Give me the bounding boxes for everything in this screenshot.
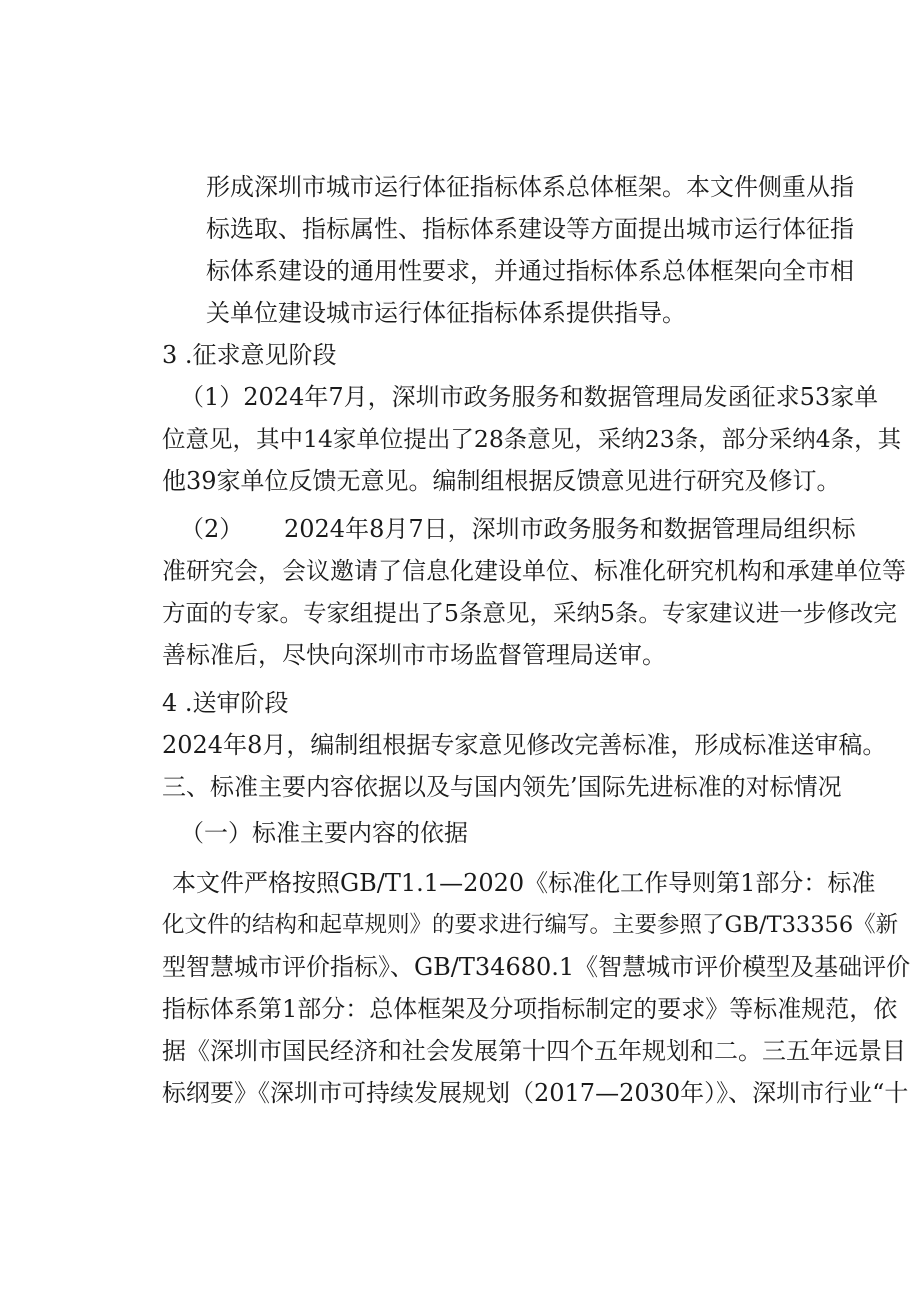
paragraph-line: 他39家单位反馈无意见。编制组根据反馈意见进行研究及修订。 [162, 467, 841, 495]
paragraph-line: （1）2024年7月，深圳市政务服务和数据管理局发函征求53家单 [180, 383, 879, 411]
paragraph-line: 2024年8月7日，深圳市政务服务和数据管理局组织标 [284, 515, 856, 543]
paragraph-line: 标体系建设的通用性要求，并通过指标体系总体框架向全市相 [206, 257, 854, 285]
paragraph-line: 标纲要》《深圳市可持续发展规划（2017—2030年）》、深圳市行业“十 [162, 1079, 909, 1107]
section-heading: 4 .送审阶段 [162, 689, 289, 717]
paragraph-line: 善标准后，尽快向深圳市市场监督管理局送审。 [162, 641, 666, 669]
section-heading: 3 .征求意见阶段 [162, 341, 337, 369]
paragraph-line: 据《深圳市国民经济和社会发展第十四个五年规划和二。三五年远景目 [162, 1037, 906, 1065]
paragraph-line: 2024年8月，编制组根据专家意见修改完善标准，形成标准送审稿。 [162, 731, 887, 759]
paragraph-line: 关单位建设城市运行体征指标体系提供指导。 [206, 299, 686, 327]
paragraph-line: 方面的专家。专家组提出了5条意见，采纳5条。专家建议进一步修改完 [162, 599, 897, 627]
paragraph-line: 标选取、指标属性、指标体系建设等方面提出城市运行体征指 [206, 215, 854, 243]
paragraph-line: 准研究会，会议邀请了信息化建设单位、标准化研究机构和承建单位等 [162, 557, 906, 585]
chapter-heading: 三、标准主要内容依据以及与国内领先’国际先进标准的对标情况 [162, 773, 842, 801]
paragraph-line: 指标体系第1部分：总体框架及分项指标制定的要求》等标准规范，依 [162, 995, 898, 1023]
paragraph-line: 本文件严格按照GB/T1.1—2020《标准化工作导则第1部分：标准 [172, 869, 876, 897]
paragraph-line: 化文件的结构和起草规则》的要求进行编写。主要参照了GB/T33356《新 [162, 912, 899, 938]
paragraph-line: 型智慧城市评价指标》、GB/T34680.1《智慧城市评价模型及基础评价 [162, 953, 911, 981]
subsection-heading: （一）标准主要内容的依据 [180, 819, 468, 847]
item-number: （2） [180, 515, 244, 543]
paragraph-line: 形成深圳市城市运行体征指标体系总体框架。本文件侧重从指 [206, 173, 854, 201]
paragraph-line: 位意见，其中14家单位提出了28条意见，采纳23条，部分采纳4条，其 [162, 425, 902, 453]
